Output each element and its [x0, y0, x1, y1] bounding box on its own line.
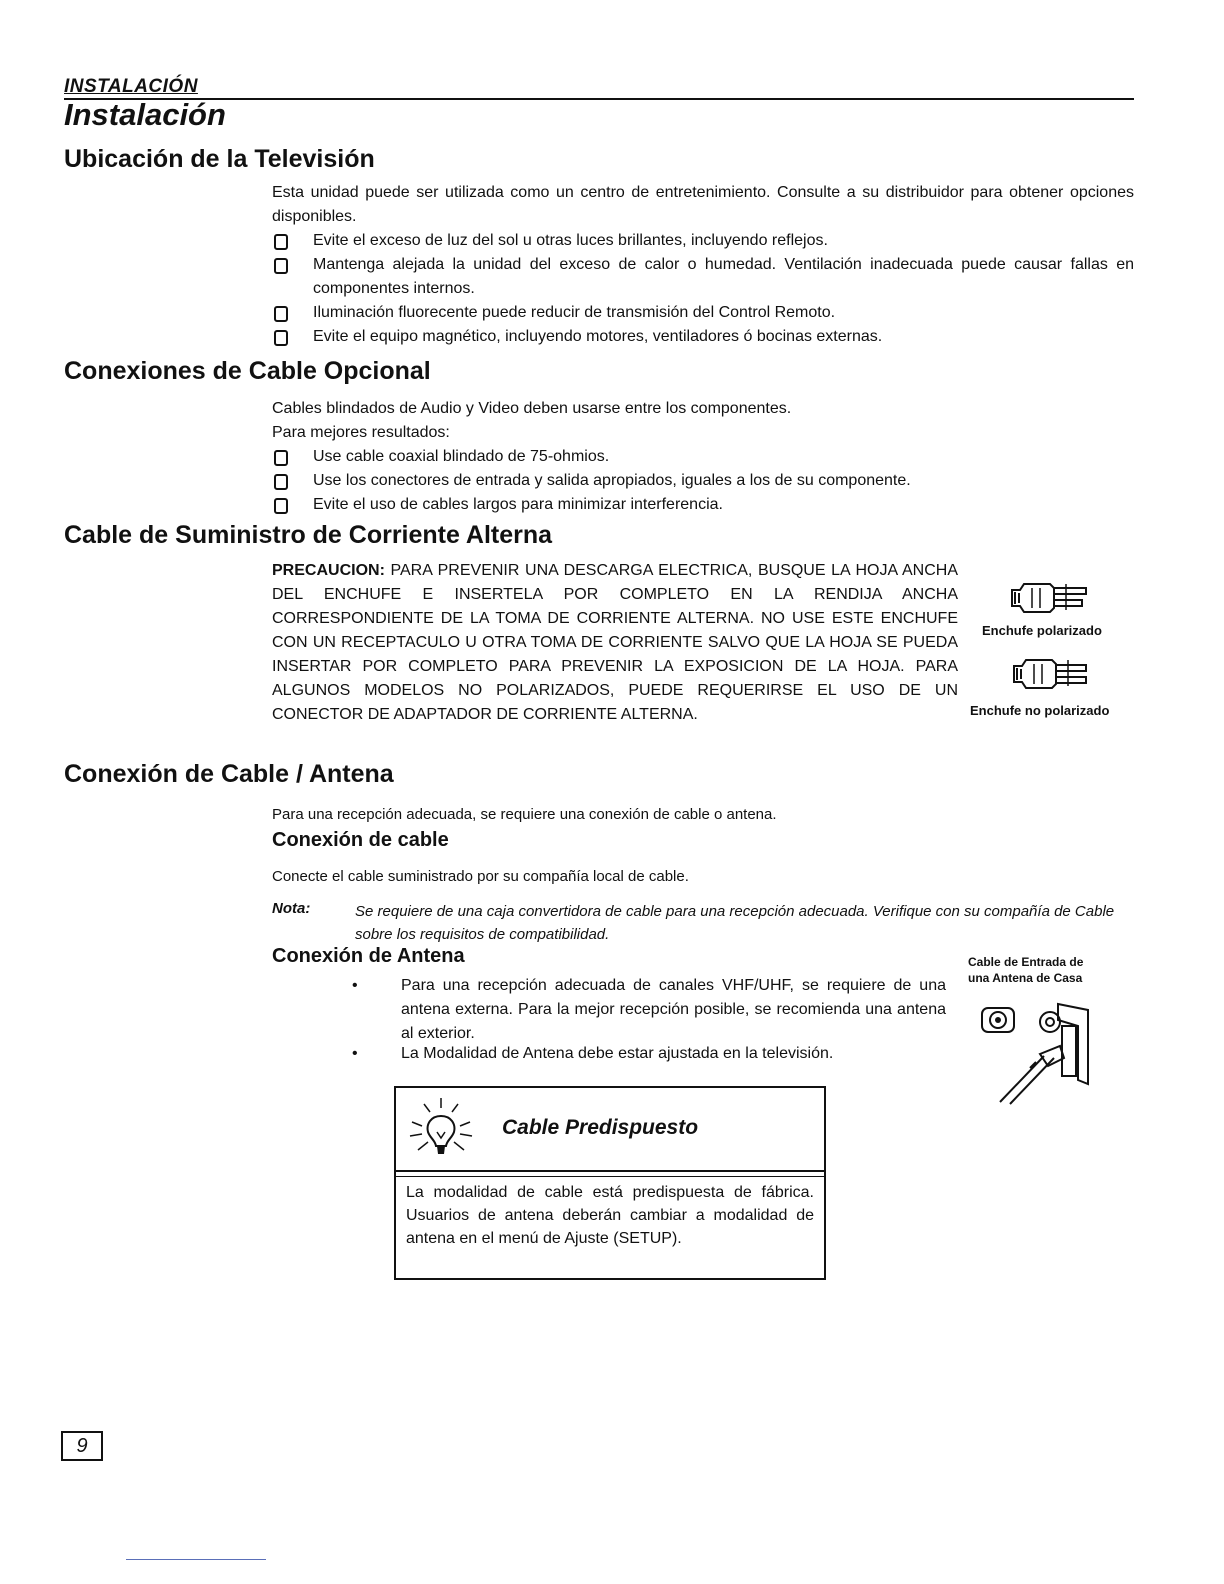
fig-caption-antenna-line2: una Antena de Casa	[968, 971, 1083, 985]
checkbox-bullet-icon	[274, 258, 288, 274]
caution-label: PRECAUCION:	[272, 562, 385, 579]
caution-text	[272, 559, 958, 727]
note-label: Nota:	[272, 900, 311, 917]
bullet-dot-icon: •	[352, 977, 358, 994]
tip-box	[394, 1086, 826, 1280]
page-number: 9	[61, 1431, 103, 1461]
note-text: Se requiere de una caja convertidora de cable para una recepción adecuada. Verifique con su compañía de Cable sobre los requisitos de compatibilidad.	[355, 903, 1115, 943]
fig-caption-non-polarized: Enchufe no polarizado	[970, 703, 1110, 718]
section-label: INSTALACIÓN	[64, 76, 198, 97]
page-title: Instalación	[64, 97, 226, 132]
ubicacion-intro: Esta unidad puede ser utilizada como un centro de entretenimiento. Consulte a su distribuidor para obtener opciones disponibles.	[272, 184, 1134, 225]
subheading-conexion-antena: Conexión de Antena	[272, 945, 465, 967]
fig-caption-antenna-line1: Cable de Entrada de	[968, 955, 1084, 969]
checkbox-bullet-icon	[274, 498, 288, 514]
heading-suministro: Cable de Suministro de Corriente Alterna	[64, 521, 553, 549]
caution-body: PARA PREVENIR UNA DESCARGA ELECTRICA, BUSQUE LA HOJA ANCHA DEL ENCHUFE E INSERTELA POR COMPLETO EN LA RENDIJA ANCHA CORRESPONDIENTE DE LA TOMA DE CORRIENTE ALTERNA. NO USE ESTE ENCHUFE CON UN RECEPTACULO U OTRA TOMA DE CORRIENTE SALVO QUE LA HOJA SE PUEDA INSERTAR POR COMPLETO PARA PREVENIR LA EXPOSICION DE LA HOJA. PARA ALGUNOS MODELOS NO POLARIZADOS, PUEDE REQUERIRSE EL USO DE UN CONECTOR DE ADAPTADOR DE CORRIENTE ALTERNA.	[272, 562, 958, 723]
tip-divider	[396, 1170, 824, 1172]
checkbox-bullet-icon	[274, 474, 288, 490]
polarized-plug-icon	[1010, 580, 1094, 614]
checkbox-bullet-icon	[274, 306, 288, 322]
bottom-divider	[126, 1559, 266, 1560]
heading-cable-antena: Conexión de Cable / Antena	[64, 760, 394, 788]
heading-ubicacion: Ubicación de la Televisión	[64, 145, 375, 173]
checkbox-bullet-icon	[274, 450, 288, 466]
tip-divider	[396, 1176, 824, 1177]
antenna-cable-connection-icon	[978, 996, 1098, 1106]
tip-text: La modalidad de cable está predispuesta de fábrica. Usuarios de antena deberán cambiar a modalidad de antena en el menú de Ajuste (SETUP).	[406, 1184, 814, 1247]
checkbox-bullet-icon	[274, 234, 288, 250]
tip-title: Cable Predispuesto	[502, 1116, 699, 1139]
conexiones-line1: Cables blindados de Audio y Video deben usarse entre los componentes.	[272, 400, 792, 417]
checkbox-bullet-icon	[274, 330, 288, 346]
cable-antena-intro: Para una recepción adecuada, se requiere una conexión de cable o antena.	[272, 806, 777, 823]
fig-caption-polarized: Enchufe polarizado	[982, 623, 1102, 638]
non-polarized-plug-icon	[1012, 654, 1096, 692]
lightbulb-icon	[406, 1094, 476, 1164]
bullet-dot-icon: •	[352, 1045, 358, 1062]
subheading-conexion-cable: Conexión de cable	[272, 829, 449, 851]
heading-conexiones-opcional: Conexiones de Cable Opcional	[64, 357, 431, 385]
conexiones-line2: Para mejores resultados:	[272, 424, 450, 441]
cable-text: Conecte el cable suministrado por su compañía local de cable.	[272, 868, 689, 885]
